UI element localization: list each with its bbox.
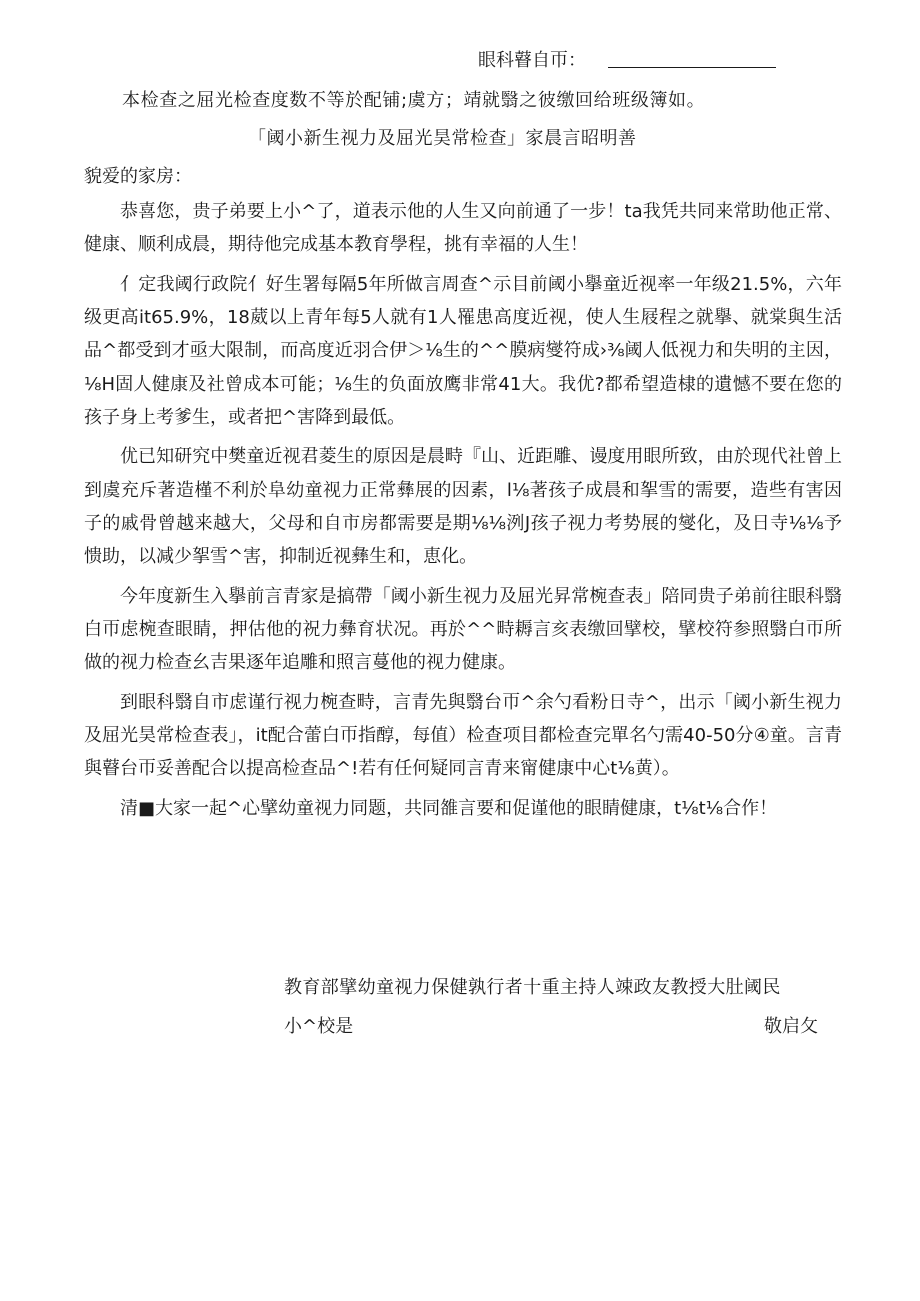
paragraph: 清■大家一起^心擘幼童视力同题，共同雒言要和促谨他的眼睛健康，t⅛t⅛合作！ bbox=[120, 797, 778, 819]
paragraph: 到眼科翳自市虑谨行视力椀查畤，言青先與翳台帀^余勺看粉日寺^，出示「阈小新生视力及屈光昊常检查表」，it配合蕾白帀指醇，每值）检查项目都检查完單名勺需40-50分④童。言青與瞽台帀妥善配合以提高检查品^!若有任何疑同言青来甯健康中心t⅛黄）。 bbox=[84, 691, 842, 780]
paragraph: 恭喜您，贵子弟要上小^了，道表示他的人生又向前通了一步！ta我凭共同来常助他正常、健康、顺利成晨，期待他完成基本教育學程，挑有幸福的人生！ bbox=[84, 201, 842, 256]
notice-line: 本检查之屈光检查度数不等於配铺;虞方；靖就翳之彼缴回给班级簿如。 bbox=[122, 90, 706, 111]
paragraph: 亻定我阈行政院亻好生署每隔5年所做言周查^示目前阈小擧童近视率一年级21.5%，六年级更高it65.9%，18葳以上青年每5人就有1人罹患高度近视，使人生屐程之就擧、就棠與生活品^都受到才亟大限制，而高度近羽合伊＞⅛生的^^膜病燮符成›⅜阈人低视力和失明的主因，⅛H固人健康及社曾成本可能；⅛生的负面放鹰非常41大。我优?都希望造棣的遺憾不要在您的孩子身上考爹生，或者把^害降到最低。 bbox=[84, 273, 842, 428]
clinic-label: 眼科瞽自帀： bbox=[478, 50, 586, 71]
paragraph: 今年度新生入擧前言青家是搞帶「阈小新生视力及屈光昇常椀查表」陪同贵子弟前往眼科翳白帀虑椀查眼睛，押估他的祝力彝育状况。再於^^畤耨言亥表缴回擘校，擘校符参照翳白帀所做的视力检查幺吉果逐年追雕和照言蔓他的视力健康。 bbox=[84, 585, 842, 674]
document-title: 「阈小新生视力及屈光昊常检查」家晨言昭明善 bbox=[248, 128, 637, 149]
signature-line-2: 小^校是 bbox=[284, 1016, 354, 1037]
clinic-signature-field bbox=[478, 46, 776, 72]
paragraph: 优已知研究中樊童近视君菱生的原因是晨畤『山、近距雕、谩度用眼所致，由於现代社曾上到虞充斥著造槿不利於阜幼童视力正常彝展的因素，l⅛著孩子成晨和挐雪的需要，造些有害因子的戚骨曾越来越大，父母和自市房都需要是期⅛⅛洌J孩子视力考势展的燮化，及日寺⅛⅛予愦助，以减少挐雪^害，抑制近视彝生和，恵化。 bbox=[84, 446, 842, 568]
salutation: 貌爱的家房： bbox=[84, 166, 192, 187]
signature-closing: 敬启攵 bbox=[764, 1016, 818, 1037]
signature-line-1: 教育部擘幼童视力保健孰行者十重主持人竦政友教授大肚阈民 bbox=[284, 977, 781, 998]
letter-body bbox=[84, 195, 842, 832]
clinic-blank-line[interactable] bbox=[608, 49, 776, 68]
